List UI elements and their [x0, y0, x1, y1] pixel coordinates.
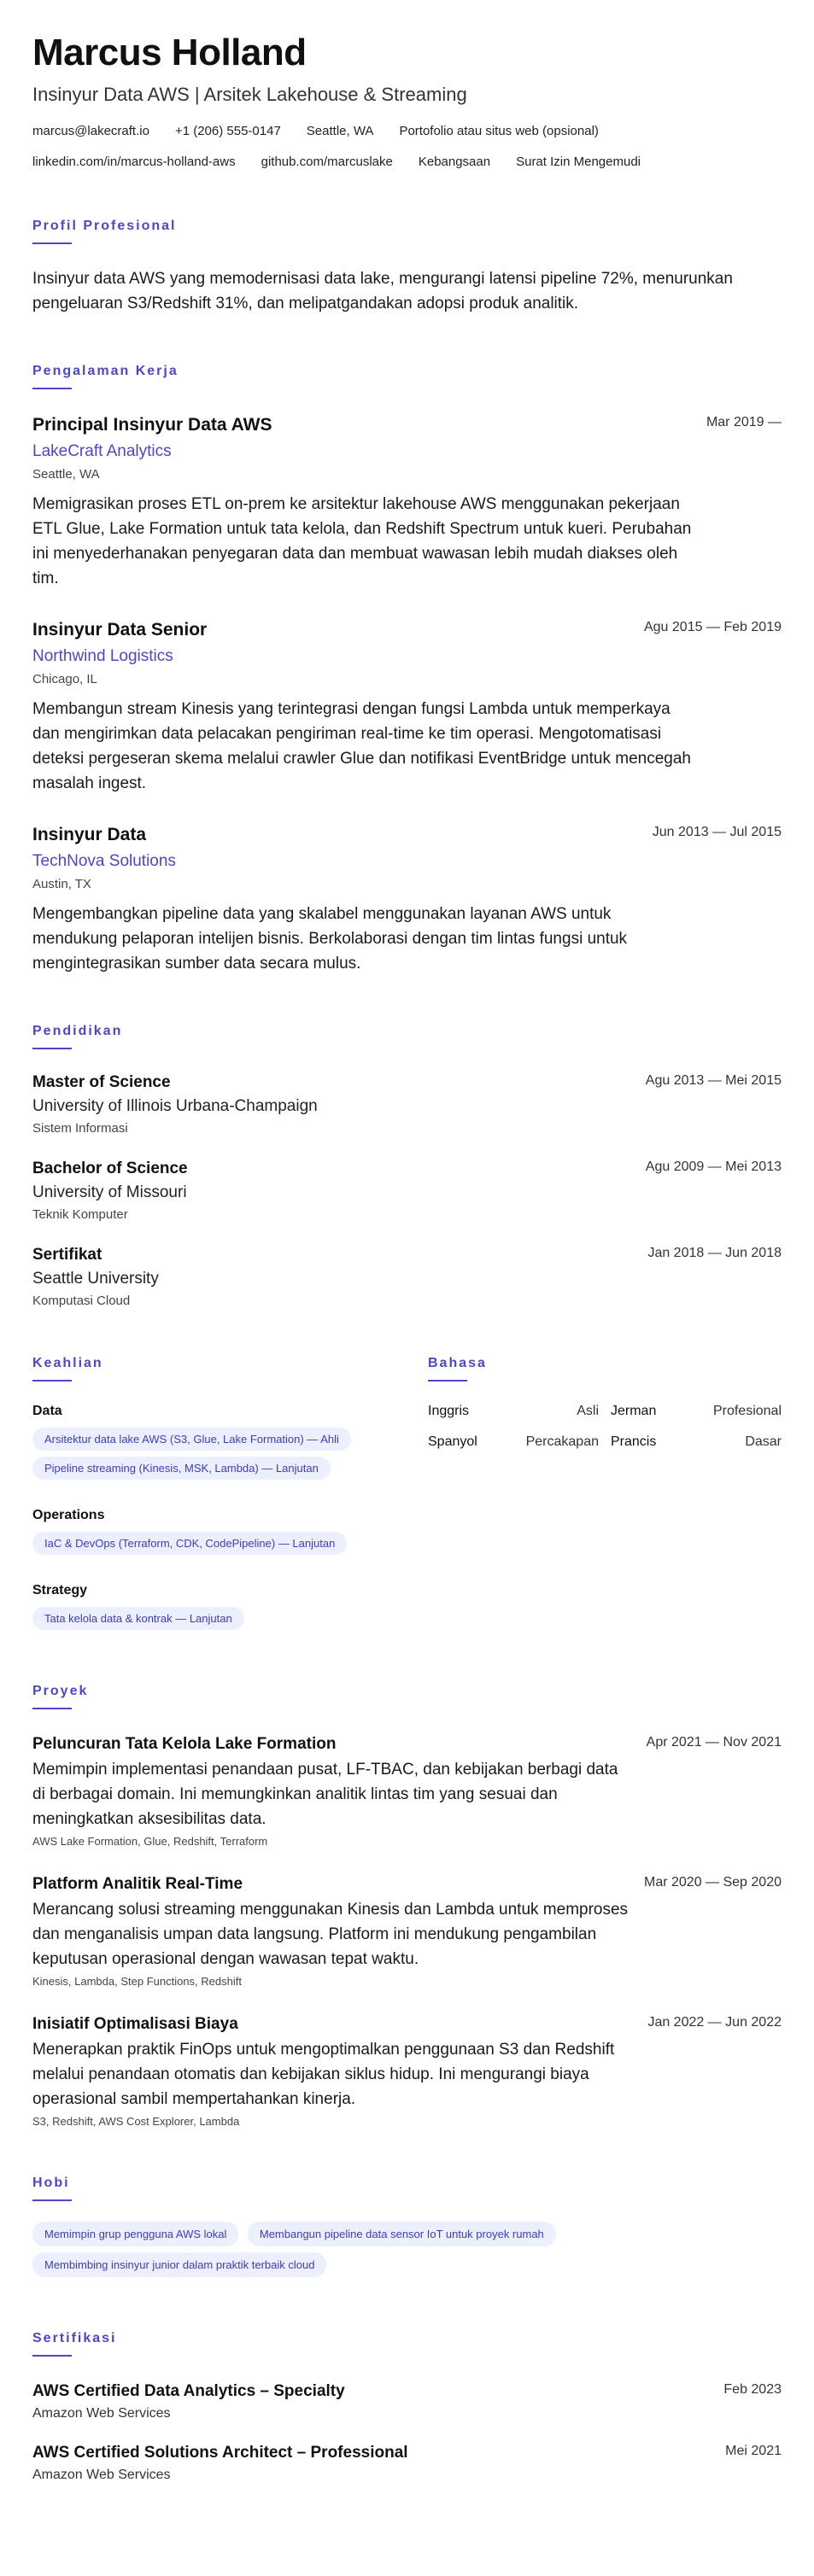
- experience-section: [32, 364, 782, 976]
- cert-date: Feb 2023: [723, 2382, 782, 2398]
- project-date: Mar 2020 — Sep 2020: [644, 1875, 782, 1890]
- job-description: Membangun stream Kinesis yang terintegrasi dengan fungsi Lambda untuk memperkaya dan mengirimkan data pelacakan pengiriman real-time ke tim operasi. Mengotomatisasi deteksi pergeseran skema melalui crawler Glue dan notifikasi EventBridge untuk mencegah masalah ingest.: [32, 700, 691, 793]
- job-company: Northwind Logistics: [32, 647, 173, 666]
- job-description: Mengembangkan pipeline data yang skalabel menggunakan layanan AWS untuk mendukung pelaporan intelijen bisnis. Berkolaborasi dengan tim lintas fungsi untuk mengintegrasikan sumber data secara mulus.: [32, 905, 628, 973]
- job-location: Austin, TX: [32, 877, 91, 892]
- language-level: Percakapan: [525, 1434, 599, 1450]
- languages-section: [428, 1356, 782, 1636]
- contact-nationality: Kebangsaan: [418, 155, 491, 170]
- language-name: Jerman: [611, 1404, 657, 1419]
- certification-item: [32, 2444, 782, 2483]
- edu-degree: Bachelor of Science: [32, 1159, 188, 1178]
- cert-name: AWS Certified Data Analytics – Specialty: [32, 2382, 345, 2401]
- languages-title: Bahasa: [428, 1356, 487, 1371]
- contact-list: [32, 123, 782, 171]
- resume-header: [32, 32, 782, 171]
- section-divider: [32, 1380, 72, 1381]
- certification-item: [32, 2382, 782, 2421]
- project-name: Inisiatif Optimalisasi Biaya: [32, 2015, 238, 2034]
- skill-category: Strategy: [32, 1583, 88, 1598]
- skill-pill: Arsitektur data lake AWS (S3, Glue, Lake Formation) — Ahli: [32, 1428, 351, 1451]
- candidate-name: Marcus Holland: [32, 32, 307, 73]
- skill-pill: IaC & DevOps (Terraform, CDK, CodePipeline) — Lanjutan: [32, 1532, 347, 1555]
- certifications-title: Sertifikasi: [32, 2331, 117, 2346]
- hobby-pill: Membimbing insinyur junior dalam praktik terbaik cloud: [32, 2252, 326, 2277]
- project-date: Jan 2022 — Jun 2022: [647, 2015, 782, 2030]
- experience-item: [32, 620, 782, 796]
- contact-drivers-license: Surat Izin Mengemudi: [516, 155, 641, 170]
- job-date: Jun 2013 — Jul 2015: [652, 825, 782, 840]
- job-description: Memigrasikan proses ETL on-prem ke arsitektur lakehouse AWS menggunakan pekerjaan ETL Glue, Lake Formation untuk tata kelola, dan Redshift Spectrum untuk kueri. Perubahan ini menyederhanakan penyegaran data dan membuat wawasan lebih mudah diakses oleh tim.: [32, 495, 692, 588]
- experience-item: [32, 825, 782, 976]
- skill-pill: Pipeline streaming (Kinesis, MSK, Lambda) — Lanjutan: [32, 1457, 331, 1480]
- project-item: [32, 2015, 782, 2128]
- project-tech: S3, Redshift, AWS Cost Explorer, Lambda: [32, 2115, 240, 2129]
- contact-portfolio[interactable]: Portofolio atau situs web (opsional): [399, 124, 599, 139]
- project-name: Platform Analitik Real-Time: [32, 1875, 243, 1894]
- summary-text: Insinyur data AWS yang memodernisasi data lake, mengurangi latensi pipeline 72%, menurunkan pengeluaran S3/Redshift 31%, dan melipatgandakan adopsi produk analitik.: [32, 270, 733, 313]
- edu-field: Teknik Komputer: [32, 1207, 128, 1223]
- section-divider: [32, 1048, 72, 1049]
- experience-title: Pengalaman Kerja: [32, 364, 179, 379]
- projects-title: Proyek: [32, 1684, 89, 1699]
- edu-field: Sistem Informasi: [32, 1121, 128, 1136]
- summary-section: [32, 219, 782, 316]
- contact-email[interactable]: marcus@lakecraft.io: [32, 124, 149, 139]
- project-tech: AWS Lake Formation, Glue, Redshift, Terraform: [32, 1835, 268, 1849]
- education-title: Pendidikan: [32, 1024, 123, 1039]
- education-item: [32, 1159, 782, 1222]
- section-divider: [428, 1380, 467, 1381]
- edu-degree: Sertifikat: [32, 1246, 102, 1265]
- language-name: Inggris: [428, 1404, 470, 1419]
- contact-location: Seattle, WA: [306, 124, 374, 139]
- education-section: [32, 1024, 782, 1308]
- language-name: Prancis: [611, 1434, 657, 1450]
- education-item: [32, 1246, 782, 1308]
- skill-group: [32, 1583, 395, 1636]
- hobbies-title: Hobi: [32, 2176, 70, 2191]
- edu-school: Seattle University: [32, 1270, 159, 1288]
- section-divider: [32, 2355, 72, 2357]
- project-item: [32, 1875, 782, 1988]
- edu-degree: Master of Science: [32, 1073, 171, 1092]
- section-divider: [32, 242, 72, 244]
- hobby-pill: Membangun pipeline data sensor IoT untuk proyek rumah: [248, 2222, 556, 2246]
- skills-languages-row: [32, 1356, 782, 1636]
- language-item: [611, 1404, 782, 1419]
- job-date: Mar 2019 —: [706, 415, 782, 430]
- skill-group: [32, 1508, 395, 1561]
- projects-section: [32, 1684, 782, 2128]
- cert-date: Mei 2021: [725, 2444, 782, 2459]
- job-role: Insinyur Data Senior: [32, 620, 208, 640]
- summary-title: Profil Profesional: [32, 219, 177, 234]
- project-tech: Kinesis, Lambda, Step Functions, Redshift: [32, 1975, 242, 1989]
- edu-date: Agu 2009 — Mei 2013: [645, 1159, 782, 1175]
- section-divider: [32, 388, 72, 389]
- skills-section: [32, 1356, 395, 1636]
- hobby-pill: Memimpin grup pengguna AWS lokal: [32, 2222, 238, 2246]
- certifications-section: [32, 2331, 782, 2483]
- edu-date: Agu 2013 — Mei 2015: [645, 1073, 782, 1089]
- edu-school: University of Missouri: [32, 1183, 187, 1202]
- language-item: [611, 1434, 782, 1450]
- project-name: Peluncuran Tata Kelola Lake Formation: [32, 1735, 337, 1754]
- contact-github[interactable]: github.com/marcuslake: [261, 155, 393, 170]
- skill-group: [32, 1404, 395, 1486]
- project-item: [32, 1735, 782, 1848]
- skill-category: Data: [32, 1404, 62, 1419]
- experience-item: [32, 415, 782, 591]
- job-role: Principal Insinyur Data AWS: [32, 415, 272, 435]
- contact-phone[interactable]: +1 (206) 555-0147: [174, 124, 281, 139]
- skill-category: Operations: [32, 1508, 105, 1523]
- skills-title: Keahlian: [32, 1356, 103, 1371]
- candidate-headline: Insinyur Data AWS | Arsitek Lakehouse & Streaming: [32, 84, 467, 106]
- project-description: Merancang solusi streaming menggunakan Kinesis dan Lambda untuk memproses dan menganalisis umpan data langsung. Platform ini mendukung pengambilan keputusan operasional dengan wawasan tepat waktu.: [32, 1901, 629, 1969]
- project-date: Apr 2021 — Nov 2021: [646, 1735, 782, 1750]
- contact-linkedin[interactable]: linkedin.com/in/marcus-holland-aws: [32, 155, 236, 170]
- language-item: [428, 1404, 599, 1419]
- hobbies-section: [32, 2176, 782, 2283]
- job-location: Seattle, WA: [32, 467, 100, 482]
- language-name: Spanyol: [428, 1434, 477, 1450]
- education-item: [32, 1073, 782, 1136]
- job-role: Insinyur Data: [32, 825, 147, 845]
- project-description: Memimpin implementasi penandaan pusat, LF-TBAC, dan kebijakan berbagi data di berbagai domain. Ini memungkinkan analitik lintas tim yang sesuai dan meningkatkan aksesibilitas data.: [32, 1761, 618, 1829]
- job-location: Chicago, IL: [32, 672, 97, 687]
- edu-school: University of Illinois Urbana-Champaign: [32, 1097, 318, 1116]
- language-level: Profesional: [712, 1404, 782, 1419]
- cert-issuer: Amazon Web Services: [32, 2406, 171, 2421]
- section-divider: [32, 1708, 72, 1709]
- cert-name: AWS Certified Solutions Architect – Professional: [32, 2444, 408, 2462]
- project-description: Menerapkan praktik FinOps untuk mengoptimalkan penggunaan S3 dan Redshift melalui penandaan otomatis dan kebijakan siklus hidup. Ini mengurangi biaya operasional sambil mempertahankan kinerja.: [32, 2041, 615, 2109]
- edu-field: Komputasi Cloud: [32, 1294, 131, 1309]
- section-divider: [32, 2199, 72, 2201]
- language-level: Dasar: [745, 1434, 782, 1450]
- skill-pill: Tata kelola data & kontrak — Lanjutan: [32, 1607, 244, 1630]
- language-level: Asli: [577, 1404, 599, 1419]
- job-company: TechNova Solutions: [32, 852, 176, 871]
- job-date: Agu 2015 — Feb 2019: [643, 620, 782, 635]
- language-item: [428, 1434, 599, 1450]
- edu-date: Jan 2018 — Jun 2018: [647, 1246, 782, 1261]
- job-company: LakeCraft Analytics: [32, 442, 172, 461]
- cert-issuer: Amazon Web Services: [32, 2468, 171, 2483]
